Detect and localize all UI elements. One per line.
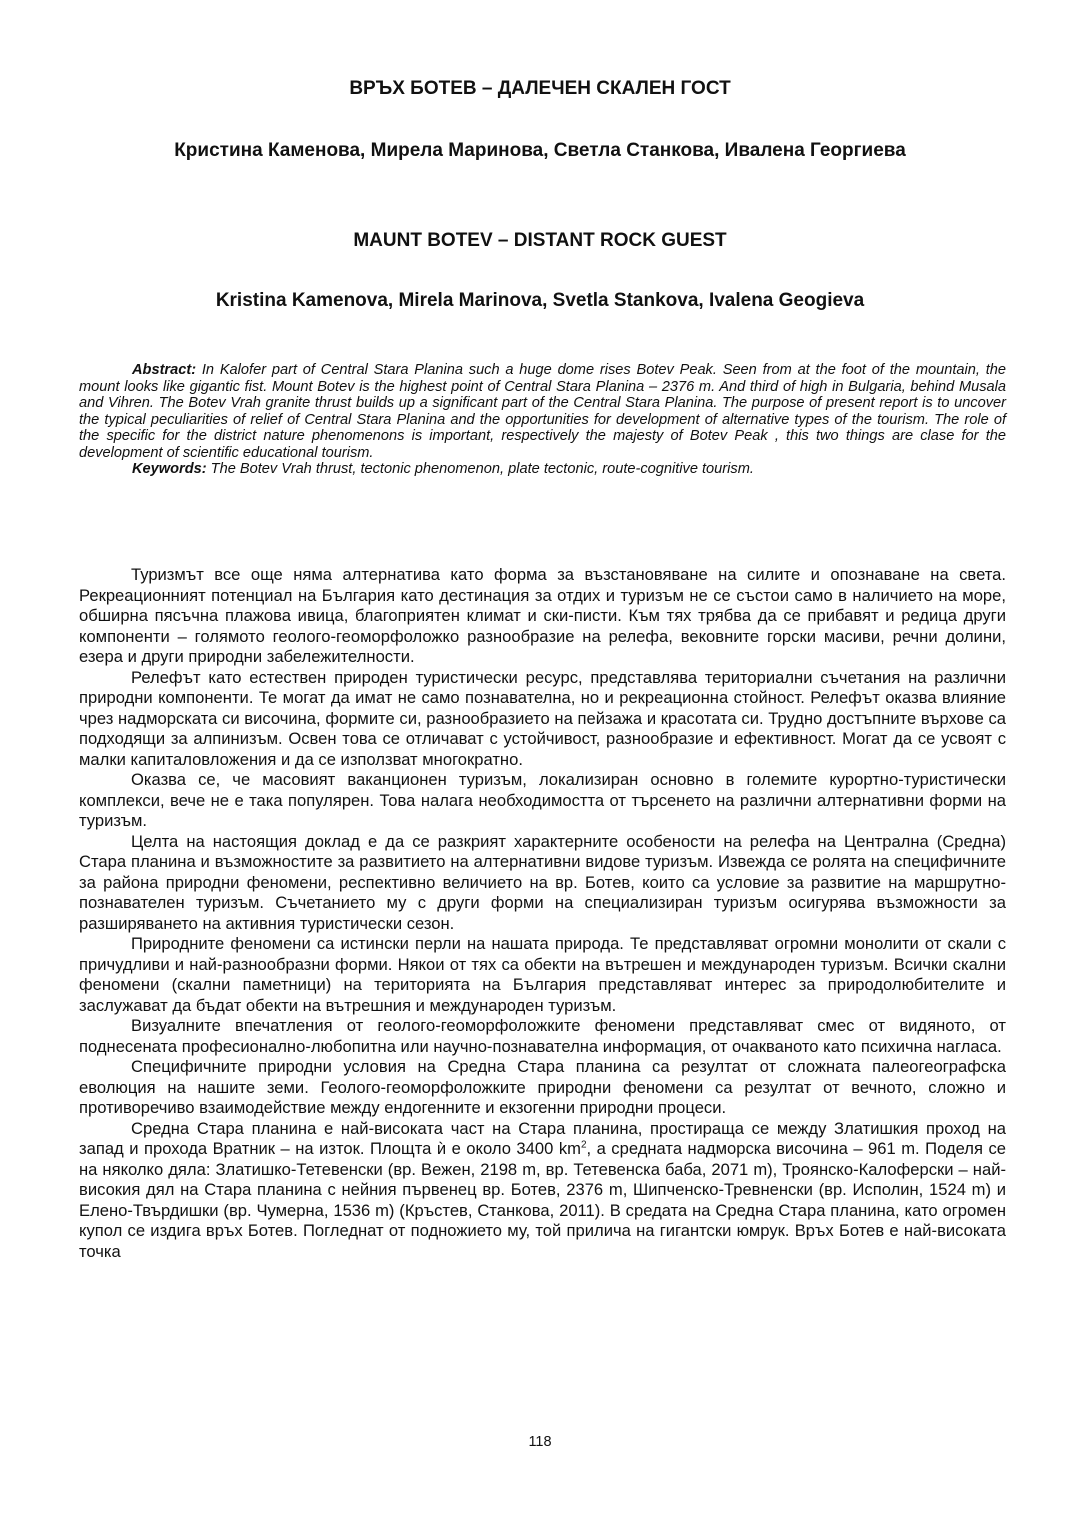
paragraph-last-part1: Средна Стара планина е най-високата част на Стара планина, простираща се между Златишкия проход на запад и прохода Вратник – на изток. Площта ѝ е около 3400 km <box>79 1118 1006 1158</box>
abstract-block <box>79 362 1006 478</box>
paragraph: Специфичните природни условия на Средна Стара планина са резултат от сложната палеогеографска еволюция на нашите земи. Геолого-геоморфоложките природни феномени са резултат от вечното, сложно и противоречиво взаимодействие между ендогенните и екзогенни природни процеси. <box>79 1057 1006 1117</box>
paragraph-last-part2: , а средната надморска височина – 961 m. Поделя се на няколко дяла: Златишко-Тетевенски (вр. Вежен, 2198 m, вр. Тетевенска баба, 2071 m), Троянско-Калоферски – най-високия дял на Стара планина с нейния първенец вр. Ботев, 2376 m, Шипченско-Тревненски (вр. Исполин, 1524 m) и Елено-Твърдишки (вр. Чумерна, 1536 m) (Кръстев, Станкова, 2011). В средата на Средна Стара планина, като огромен купол се издига връх Ботев. Погледнат от подножието му, той прилича на гигантски юмрук. Връх Ботев е най-високата точка <box>79 1139 1006 1261</box>
page-number: 118 <box>528 1434 552 1450</box>
body-text <box>79 565 1006 1262</box>
authors-bulgarian: Кристина Каменова, Мирела Маринова, Светла Станкова, Ивалена Георгиева <box>174 140 906 161</box>
keywords-label: Keywords: <box>132 461 207 477</box>
superscript: 2 <box>580 1139 587 1151</box>
abstract-label: Abstract: <box>132 362 197 378</box>
title-bulgarian: ВРЪХ БОТЕВ – ДАЛЕЧЕН СКАЛЕН ГОСТ <box>349 78 731 99</box>
abstract-text: In Kalofer part of Central Stara Planina such a huge dome rises Botev Peak. Seen from at the foot of the mountain, the mount looks like gigantic fist. Mount Botev is the highest point of Central Stara Planina – 2376 m. And third of high in Bulgaria, behind Musala and Vihren. The Botev Vrah granite thrust builds up a significant part of the Central Stara Planina. The purpose of present report is to uncover the typical peculiarities of relief of Central Stara Planina and the opportunities for development of alternative types of the tourism. The role of the specific for the district nature phenomenons is important, respectively the majesty of Botev Peak , this two things are clase for the development of scientific educational tourism. <box>79 362 1006 461</box>
paragraph: Природните феномени са истински перли на нашата природа. Те представляват огромни монолити от скали с причудливи и най-разнообразни форми. Някои от тях са обекти на вътрешен и международен туризъм. Всички скални феномени (скални паметници) на територията на България представляват интерес за природолюбителите и заслужават да бъдат обекти на вътрешния и международен туризъм. <box>79 934 1006 1015</box>
paragraph: Визуалните впечатления от геолого-геоморфоложките феномени представляват смес от видяното, от поднесената професионално-любопитна или научно-познавателна информация, от очакваното като психична нагласа. <box>79 1016 1006 1056</box>
keywords-text: The Botev Vrah thrust, tectonic phenomenon, plate tectonic, route-cognitive tourism. <box>206 461 754 477</box>
paragraph: Целта на настоящия доклад е да се разкрият характерните особености на релефа на Централна (Средна) Стара планина и възможностите за развитието на алтернативни видове туризъм. Извежда се ролята на специфичните за района природни феномени, респективно величието на вр. Ботев, които са условие за развитие на маршрутно-познавателен туризъм. Съчетанието му с други форми на специализиран туризъм осигурява възможности за разширяването на активния туристически сезон. <box>79 831 1006 933</box>
keywords-paragraph <box>79 461 1006 478</box>
authors-english: Kristina Kamenova, Mirela Marinova, Svetla Stankova, Ivalena Geogieva <box>215 290 865 311</box>
paragraph: Оказва се, че масовият ваканционен туризъм, локализиран основно в големите курортно-туристически комплекси, вече не е така популярен. Това налага необходимостта от търсенето на различни алтернативни форми на туризъм. <box>79 770 1006 830</box>
paragraph-last <box>79 1119 1006 1263</box>
paragraph: Релефът като естествен природен туристически ресурс, представлява териториални съчетания на различни природни компоненти. Те могат да имат не само познавателна, но и рекреационна стойност. Релефът оказва влияние чрез надморската си височина, формите си, разнообразието на пейзажа и красотата си. Трудно достъпните върхове са подходящи за алпинизъм. Освен това се отличават с устойчивост, разнообразие и ефективност. Могат да се усвоят с малки капиталовложения и да се използват многократно. <box>79 667 1006 769</box>
abstract-paragraph <box>79 362 1006 461</box>
paragraph: Туризмът все още няма алтернатива като форма за възстановяване на силите и опознаване на света. Рекреационният потенциал на България като дестинация за отдих и туризъм не се състои само в наличието на море, обширна пясъчна плажова ивица, благоприятен климат и ски-писти. Към тях трябва да се прибавят и редица други компоненти – голямото геолого-геоморфоложко разнообразие на релефа, вековните горски масиви, речни долини, езера и други природни забележителности. <box>79 565 1006 666</box>
title-english: MAUNT BOTEV – DISTANT ROCK GUEST <box>353 230 727 251</box>
